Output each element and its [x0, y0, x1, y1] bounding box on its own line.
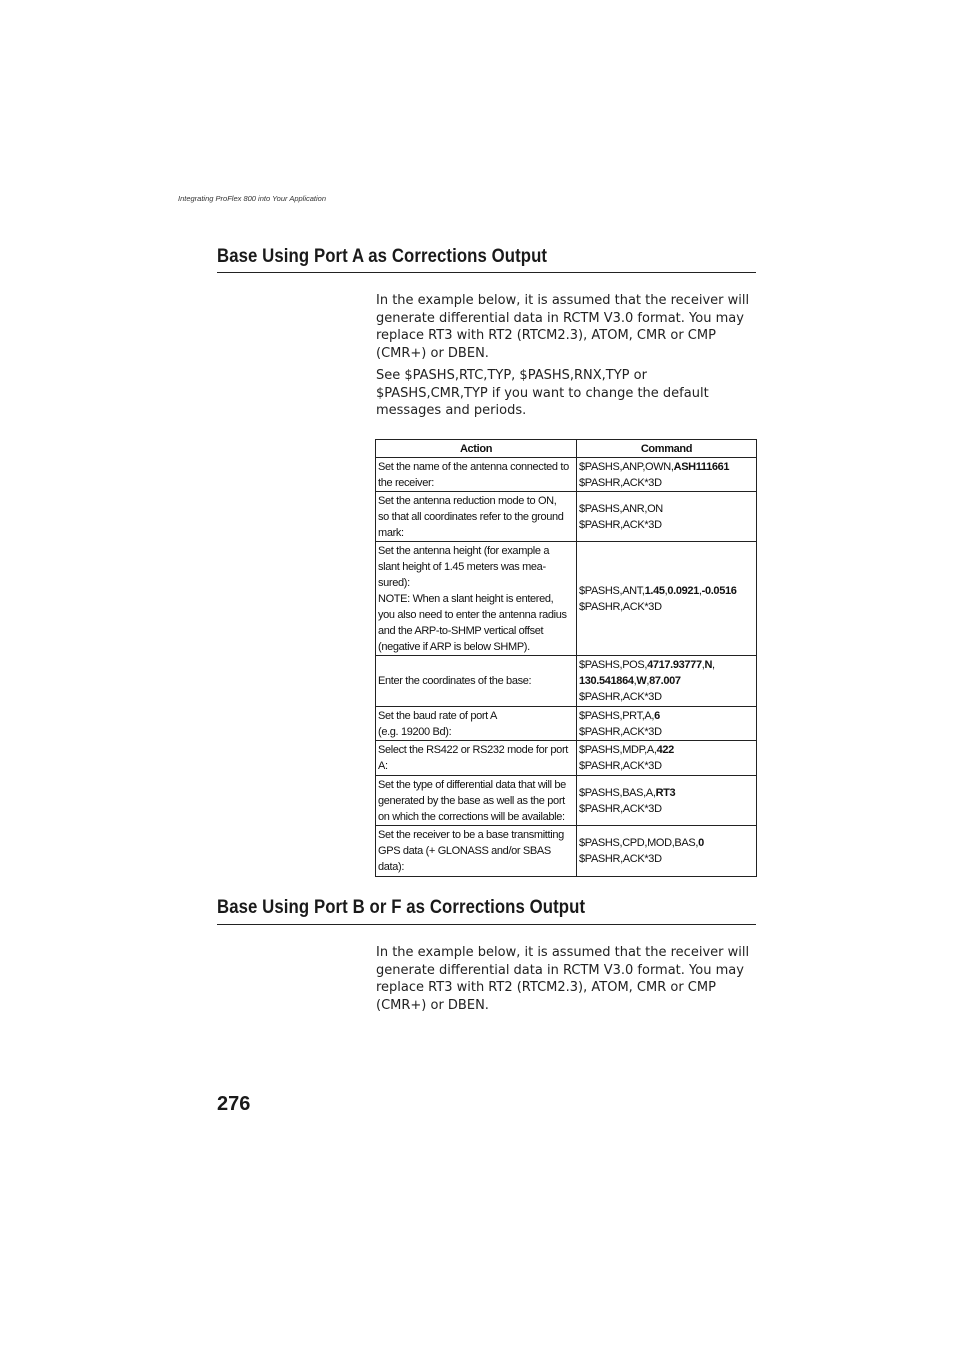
command-value: N: [704, 659, 713, 671]
command-cell: [577, 458, 757, 492]
command-line: [579, 475, 754, 491]
command-text: $PASHR,ACK*3D: [579, 725, 662, 738]
action-line: and the ARP-to-SHMP vertical offset: [378, 624, 544, 637]
table-row: [376, 458, 757, 492]
command-line: [579, 785, 754, 801]
action-cell: [376, 826, 577, 877]
command-line: [579, 708, 754, 724]
table-row: [376, 707, 757, 741]
table-row: [376, 741, 757, 776]
action-line: (e.g. 19200 Bd):: [378, 725, 452, 738]
intro-text-port-a: [376, 292, 756, 425]
command-line: [579, 724, 754, 740]
action-line: GPS data (+ GLONASS and/or SBAS: [378, 845, 551, 857]
command-value: RT3: [655, 786, 676, 799]
action-line: on which the corrections will be available:: [378, 810, 565, 823]
command-text: $PASHS,ANP,OWN,: [579, 460, 674, 473]
command-value: 130.541864: [579, 675, 634, 687]
table-body: [376, 458, 757, 877]
command-cell: [577, 776, 757, 826]
header-action: Action: [376, 440, 577, 458]
command-line: [579, 758, 754, 774]
command-value: 0: [698, 837, 704, 849]
action-line: slant height of 1.45 meters was mea-: [378, 560, 546, 573]
action-line: A:: [378, 760, 388, 772]
table-row: [376, 542, 757, 656]
action-line: mark:: [378, 526, 404, 539]
command-line: [579, 599, 754, 615]
command-value: ASH111661: [673, 460, 730, 473]
section-rule-port-a: [217, 272, 756, 273]
command-text: ,: [664, 584, 668, 597]
command-text: $PASHR,ACK*3D: [579, 600, 662, 613]
command-text: $PASHR,ACK*3D: [579, 760, 662, 772]
table-header-row: [376, 440, 757, 458]
command-cell: [577, 656, 757, 707]
section-rule-port-b-f: [217, 924, 756, 925]
command-text: ,: [646, 675, 650, 687]
command-line: [579, 801, 754, 817]
action-line: Set the baud rate of port A: [378, 709, 497, 722]
action-line: Set the receiver to be a base transmitting: [378, 829, 564, 841]
command-line: [579, 517, 754, 533]
action-cell: [376, 492, 577, 542]
section-title-port-a: Base Using Port A as Corrections Output: [217, 245, 548, 267]
command-value: 6: [654, 709, 660, 722]
page-number: 276: [217, 1093, 251, 1115]
command-table: [375, 439, 757, 877]
command-value: W: [636, 675, 647, 687]
action-line: the receiver:: [378, 476, 434, 489]
table-row: [376, 492, 757, 542]
command-text: $PASHS,MDP,A,: [579, 744, 657, 756]
command-text: $PASHS,BAS,A,: [579, 786, 656, 799]
action-line: NOTE: When a slant height is entered,: [378, 592, 554, 605]
action-cell: [376, 656, 577, 707]
command-text: $PASHR,ACK*3D: [579, 853, 662, 865]
command-cell: [577, 826, 757, 877]
command-value: 1.45: [644, 584, 665, 597]
command-text: $PASHS,PRT,A,: [579, 709, 655, 722]
command-value: -0.0516: [701, 584, 737, 597]
action-cell: [376, 542, 577, 656]
command-value: 0.0921: [667, 584, 699, 597]
command-text: $PASHS,ANR,ON: [579, 502, 663, 515]
intro-paragraph-b: In the example below, it is assumed that the receiver will generate differential data in RCTM V3.0 format. You may replace RT3 with RT2 (RTCM2.3), ATOM, CMR or CMP (CMR+) or DBEN.: [376, 945, 750, 1013]
command-line: [579, 742, 754, 758]
command-text: $PASHR,ACK*3D: [579, 802, 662, 815]
command-cell: [577, 542, 757, 656]
action-cell: [376, 741, 577, 776]
command-text: $PASHR,ACK*3D: [579, 518, 662, 531]
command-line: [579, 583, 754, 599]
command-text: $PASHS,CPD,MOD,BAS,: [579, 837, 699, 849]
action-cell: [376, 458, 577, 492]
command-line: [579, 657, 754, 673]
intro-paragraph-1: In the example below, it is assumed that the receiver will generate differential data in RCTM V3.0 format. You may replace RT3 with RT2 (RTCM2.3), ATOM, CMR or CMP (CMR+) or DBEN.: [376, 293, 750, 361]
action-line: Enter the coordinates of the base:: [378, 675, 532, 687]
section-title-port-b-f: Base Using Port B or F as Corrections Output: [217, 896, 586, 918]
command-cell: [577, 492, 757, 542]
command-line: [579, 459, 754, 475]
table-row: [376, 656, 757, 707]
command-text: ,: [701, 659, 705, 671]
command-value: 422: [656, 744, 674, 756]
action-line: generated by the base as well as the port: [378, 794, 565, 807]
table-row: [376, 776, 757, 826]
intro-paragraph-2: See $PASHS,RTC,TYP, $PASHS,RNX,TYP or $PASHS,CMR,TYP if you want to change the default messages and periods.: [376, 368, 709, 418]
command-text: $PASHS,ANT,: [579, 584, 645, 597]
action-line: Set the type of differential data that will be: [378, 778, 566, 791]
command-line: [579, 689, 754, 705]
table-row: [376, 826, 757, 877]
command-text: ,: [698, 584, 702, 597]
command-line: [579, 501, 754, 517]
action-cell: [376, 776, 577, 826]
command-text: ,: [633, 675, 637, 687]
action-line: you also need to enter the antenna radius: [378, 608, 567, 621]
running-header: Integrating ProFlex 800 into Your Application: [178, 194, 327, 203]
command-value: 87.007: [649, 675, 681, 687]
command-cell: [577, 741, 757, 776]
action-line: data):: [378, 861, 405, 873]
command-text: ,: [712, 659, 715, 671]
header-command: Command: [577, 440, 757, 458]
action-line: Set the antenna height (for example a: [378, 544, 550, 557]
action-line: so that all coordinates refer to the ground: [378, 510, 564, 523]
command-text: $PASHR,ACK*3D: [579, 476, 662, 489]
action-line: sured):: [378, 576, 410, 589]
command-text: $PASHR,ACK*3D: [579, 691, 662, 703]
command-cell: [577, 707, 757, 741]
command-value: 4717.93777: [647, 659, 702, 671]
intro-text-port-b-f: [376, 944, 756, 1019]
action-line: Set the name of the antenna connected to: [378, 460, 569, 473]
action-line: Select the RS422 or RS232 mode for port: [378, 744, 568, 756]
command-line: [579, 673, 754, 689]
command-line: [579, 835, 754, 851]
action-cell: [376, 707, 577, 741]
action-line: (negative if ARP is below SHMP).: [378, 640, 530, 653]
action-line: Set the antenna reduction mode to ON,: [378, 494, 557, 507]
command-text: $PASHS,POS,: [579, 659, 648, 671]
command-line: [579, 851, 754, 867]
